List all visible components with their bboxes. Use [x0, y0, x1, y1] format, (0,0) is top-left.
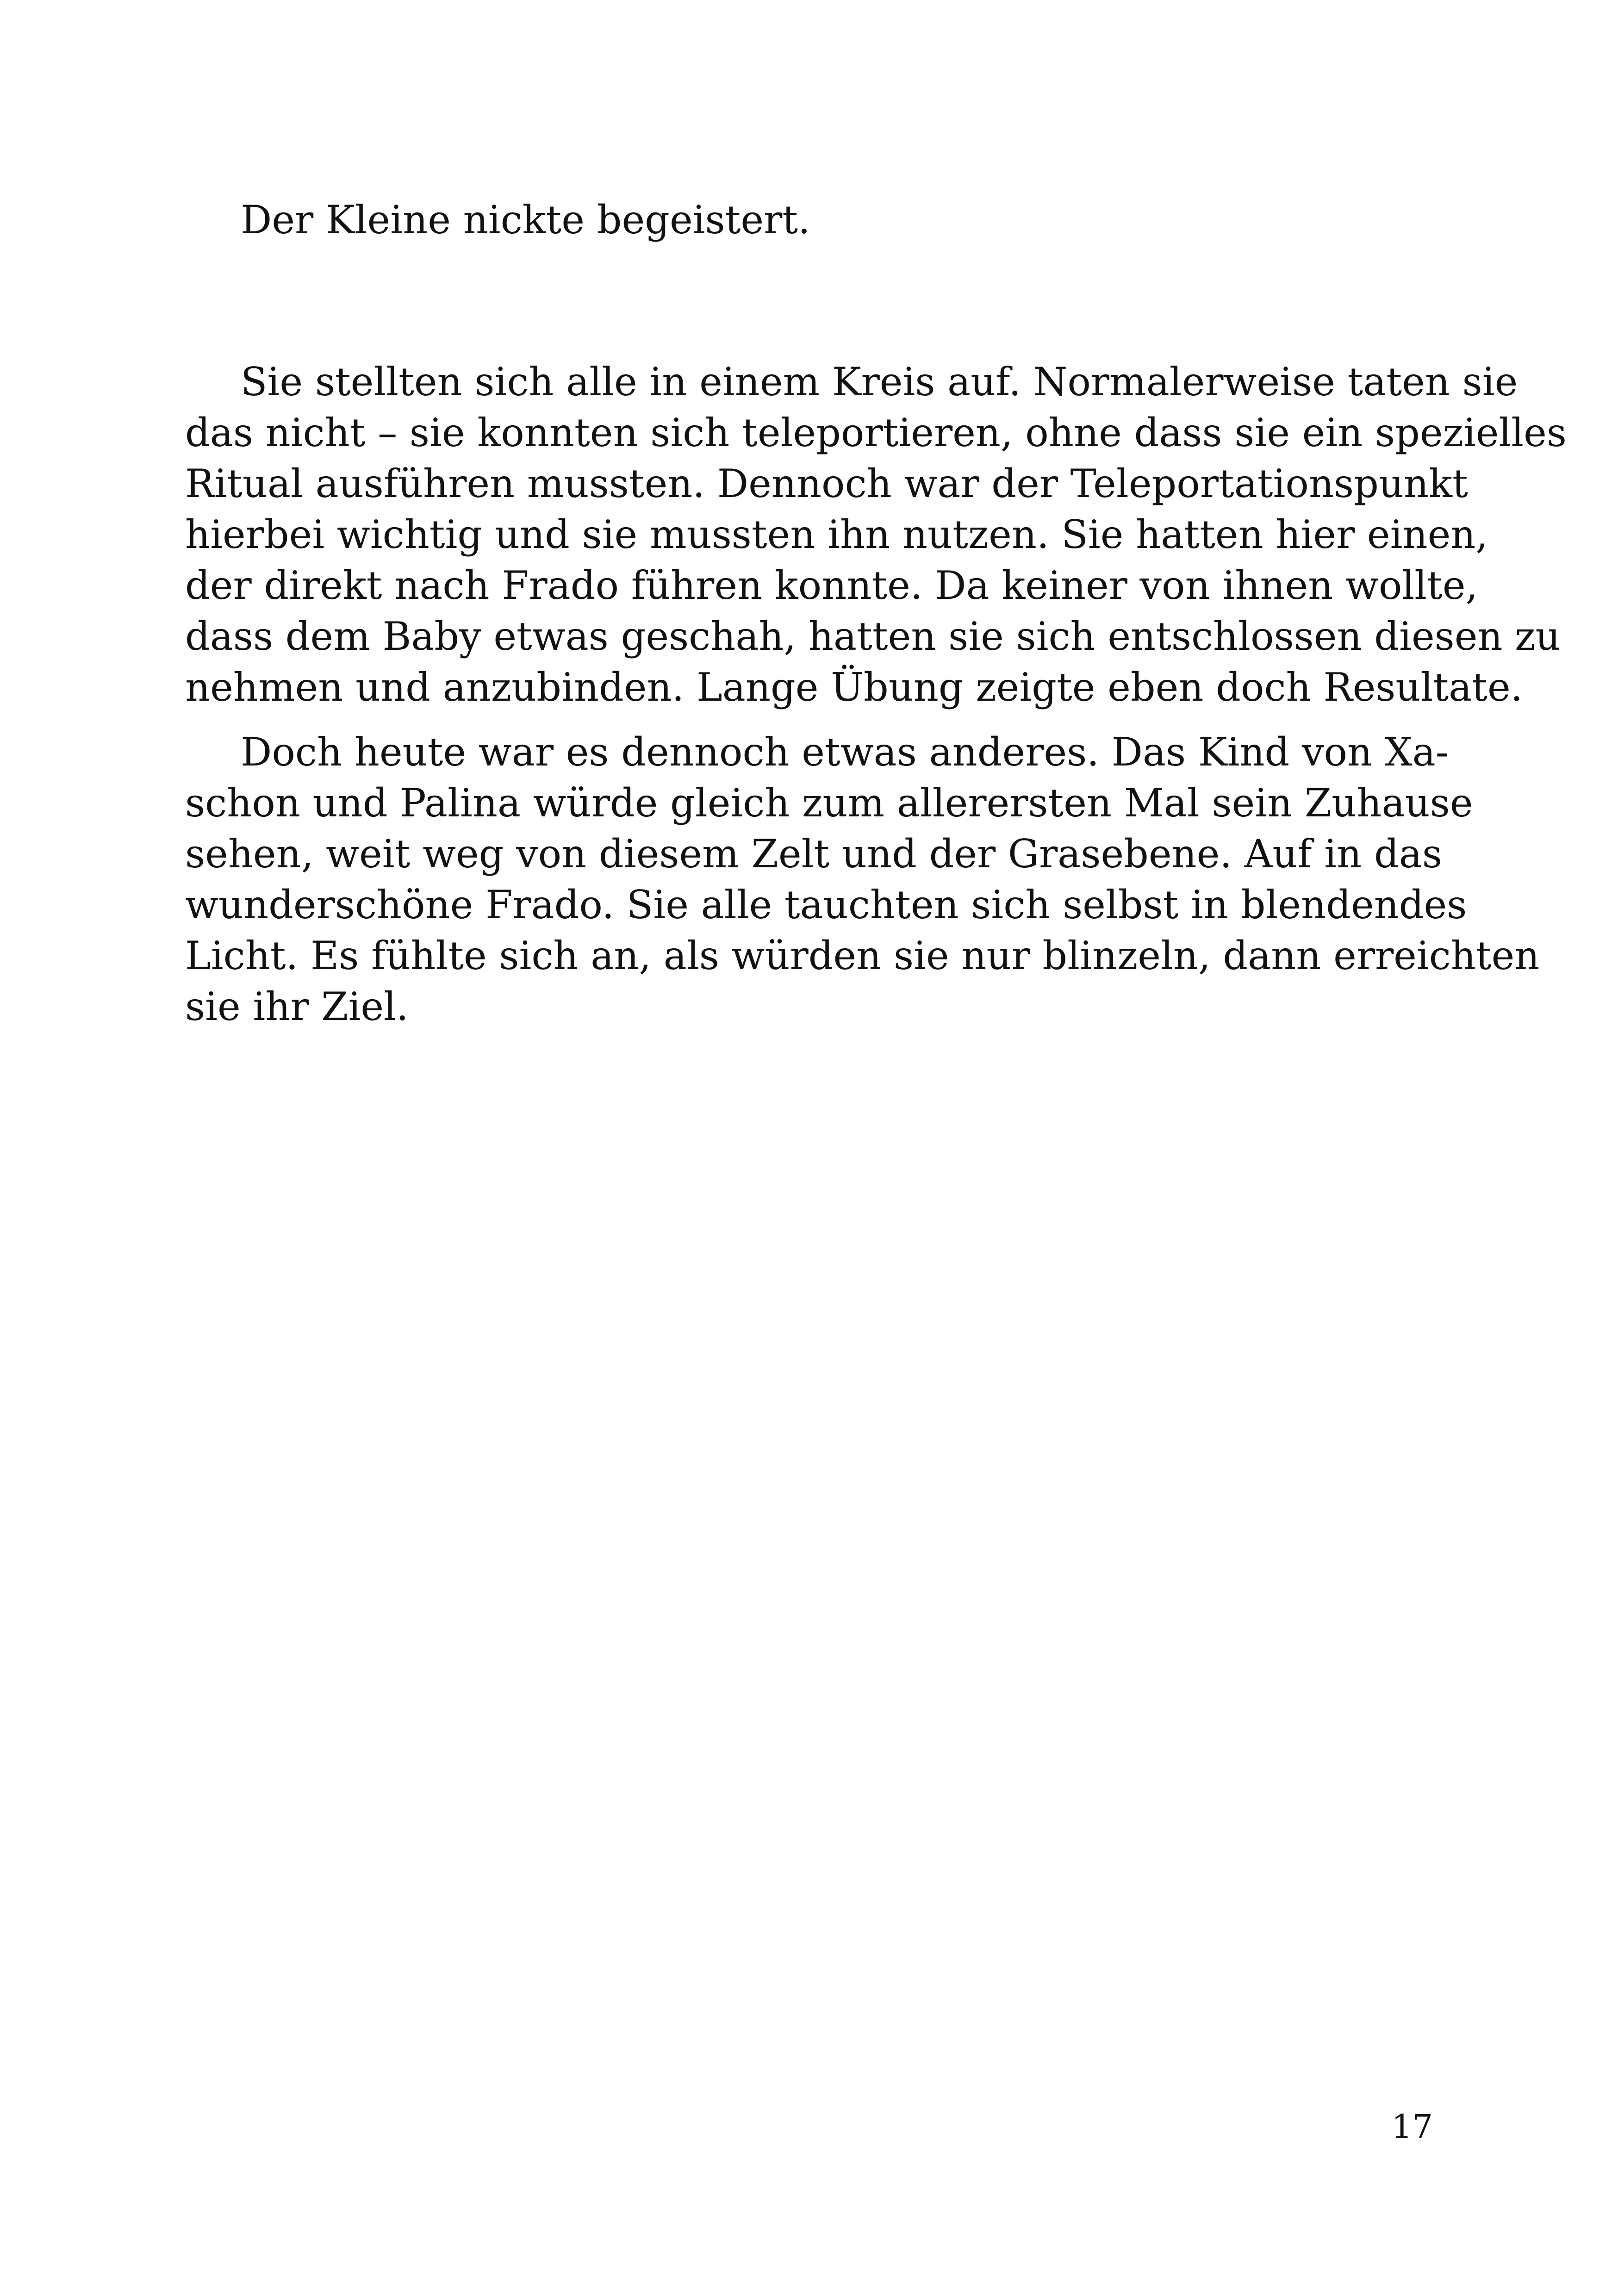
paragraph-line: dass dem Baby etwas geschah, hatten sie sich entschlossen diesen zu — [185, 614, 1561, 659]
paragraph-spacer — [185, 245, 1435, 356]
paragraph-line: Licht. Es fühlte sich an, als würden sie nur blinzeln, dann erreichten — [185, 933, 1540, 978]
page-number: 17 — [1391, 2108, 1433, 2146]
paragraph-spacer — [185, 713, 1435, 727]
paragraph-line: sie ihr Ziel. — [185, 984, 409, 1029]
paragraph-line: nehmen und anzubinden. Lange Übung zeigte eben doch Resultate. — [185, 665, 1523, 710]
paragraph-line: hierbei wichtig und sie mussten ihn nutzen. Sie hatten hier einen, — [185, 512, 1488, 557]
paragraph-1 — [185, 194, 1435, 245]
paragraph-line: das nicht – sie konnten sich teleportieren, ohne dass sie ein spezielles — [185, 410, 1567, 455]
paragraph-2 — [185, 356, 1567, 713]
paragraph-line: Der Kleine nickte begeistert. — [241, 197, 810, 243]
paragraph-line: wunderschöne Frado. Sie alle tauchten sich selbst in blendendes — [185, 882, 1467, 927]
paragraph-line: der direkt nach Frado führen konnte. Da keiner von ihnen wollte, — [185, 563, 1478, 608]
paragraph-line: Doch heute war es dennoch etwas anderes. Das Kind von Xa- — [241, 729, 1449, 775]
paragraph-3 — [185, 727, 1540, 1032]
paragraph-line: Sie stellten sich alle in einem Kreis auf. Normalerweise taten sie — [241, 359, 1518, 404]
paragraph-line: sehen, weit weg von diesem Zelt und der Grasebene. Auf in das — [185, 831, 1442, 877]
body-text — [185, 194, 1567, 1032]
paragraph-line: Ritual ausführen mussten. Dennoch war der Teleportationspunkt — [185, 461, 1468, 506]
paragraph-line: schon und Palina würde gleich zum allerersten Mal sein Zuhause — [185, 780, 1473, 826]
